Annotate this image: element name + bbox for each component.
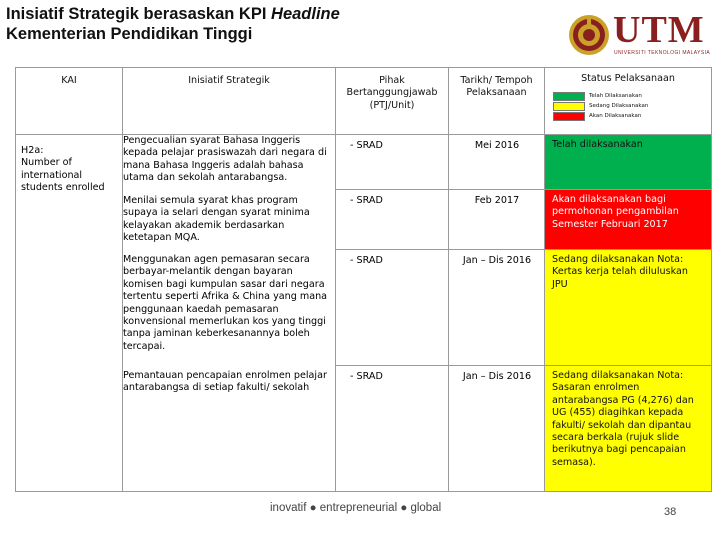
status-cell: Akan dilaksanakan bagi permohonan pengambilan Semester Februari 2017	[545, 190, 712, 250]
utm-crest-icon	[568, 14, 610, 56]
status-legend	[545, 91, 711, 121]
utm-logo	[566, 9, 718, 64]
pihak-cell: - SRAD	[336, 135, 449, 190]
header-row	[16, 68, 712, 135]
slide-title	[6, 4, 340, 44]
header-inisiatif: Inisiatif Strategik	[123, 68, 336, 135]
inisiatif-3: Menggunakan agen pemasaran secara berbayar-melantik dengan bayaran komisen bagi kumpulan sasar dari negara tertentu seperti Afrika & China yang mana penggunaan kaedah pemasaran konvensional memerlukan kos yang tinggi tanpa jaminan keberkesanannya boleh tercapai.	[123, 254, 328, 352]
inisiatif-1: Pengecualian syarat Bahasa Inggeris kepada pelajar prasiswazah dari negara di mana Bahasa Inggeris adalah bahasa utama dan sekolah antarabangsa.	[123, 135, 327, 184]
utm-logo-subtitle: UNIVERSITI TEKNOLOGI MALAYSIA	[614, 50, 711, 56]
tarikh-cell: Feb 2017	[449, 190, 545, 250]
inisiatif-cell	[123, 135, 336, 492]
title-headline: Headline	[271, 5, 340, 23]
status-cell: Telah dilaksanakan	[545, 135, 712, 190]
kai-code: H2a:	[21, 145, 44, 156]
inisiatif-4: Pemantauan pencapaian enrolmen pelajar antarabangsa di setiap fakulti/ sekolah	[123, 370, 327, 394]
tarikh-cell: Jan – Dis 2016	[449, 250, 545, 366]
header-status-label: Status Pelaksanaan	[581, 73, 675, 84]
title-line-2: Kementerian Pendidikan Tinggi	[6, 25, 253, 43]
legend-swatch-yellow	[553, 102, 585, 111]
legend-item: Telah Dilaksanakan	[553, 91, 711, 101]
pihak-cell: - SRAD	[336, 190, 449, 250]
header-pihak: Pihak Bertanggungjawab (PTJ/Unit)	[336, 68, 449, 135]
header-tarikh: Tarikh/ Tempoh Pelaksanaan	[449, 68, 545, 135]
kpi-table	[15, 67, 712, 492]
status-cell: Sedang dilaksanakan Nota: Sasaran enrolmen antarabangsa PG (4,276) dan UG (455) diagihkan kepada fakulti/ sekolah dan dipantau secara berkala (rujuk slide berikutnya bagi pencapaian semasa).	[545, 366, 712, 492]
title-line-1: Inisiatif Strategik berasaskan KPI Headline	[6, 5, 340, 23]
tarikh-cell: Mei 2016	[449, 135, 545, 190]
kai-cell	[16, 135, 123, 492]
legend-swatch-green	[553, 92, 585, 101]
header-kai: KAI	[16, 68, 123, 135]
utm-logo-text: UTM	[613, 9, 705, 51]
footer-tagline: inovatif ● entrepreneurial ● global	[270, 502, 442, 514]
pihak-cell: - SRAD	[336, 250, 449, 366]
pihak-cell: - SRAD	[336, 366, 449, 492]
legend-item: Sedang Dilaksanakan	[553, 101, 711, 111]
inisiatif-2: Menilai semula syarat khas program supaya ia selari dengan syarat minima kelayakan akademik berdasarkan ketetapan MQA.	[123, 195, 310, 244]
tarikh-cell: Jan – Dis 2016	[449, 366, 545, 492]
table-row	[16, 135, 712, 190]
status-cell: Sedang dilaksanakan Nota: Kertas kerja telah diluluskan JPU	[545, 250, 712, 366]
legend-swatch-red	[553, 112, 585, 121]
legend-item: Akan Dilaksanakan	[553, 111, 711, 121]
header-status	[545, 68, 712, 135]
page-number: 38	[664, 506, 677, 518]
kai-text: Number of international students enrolled	[21, 157, 105, 194]
